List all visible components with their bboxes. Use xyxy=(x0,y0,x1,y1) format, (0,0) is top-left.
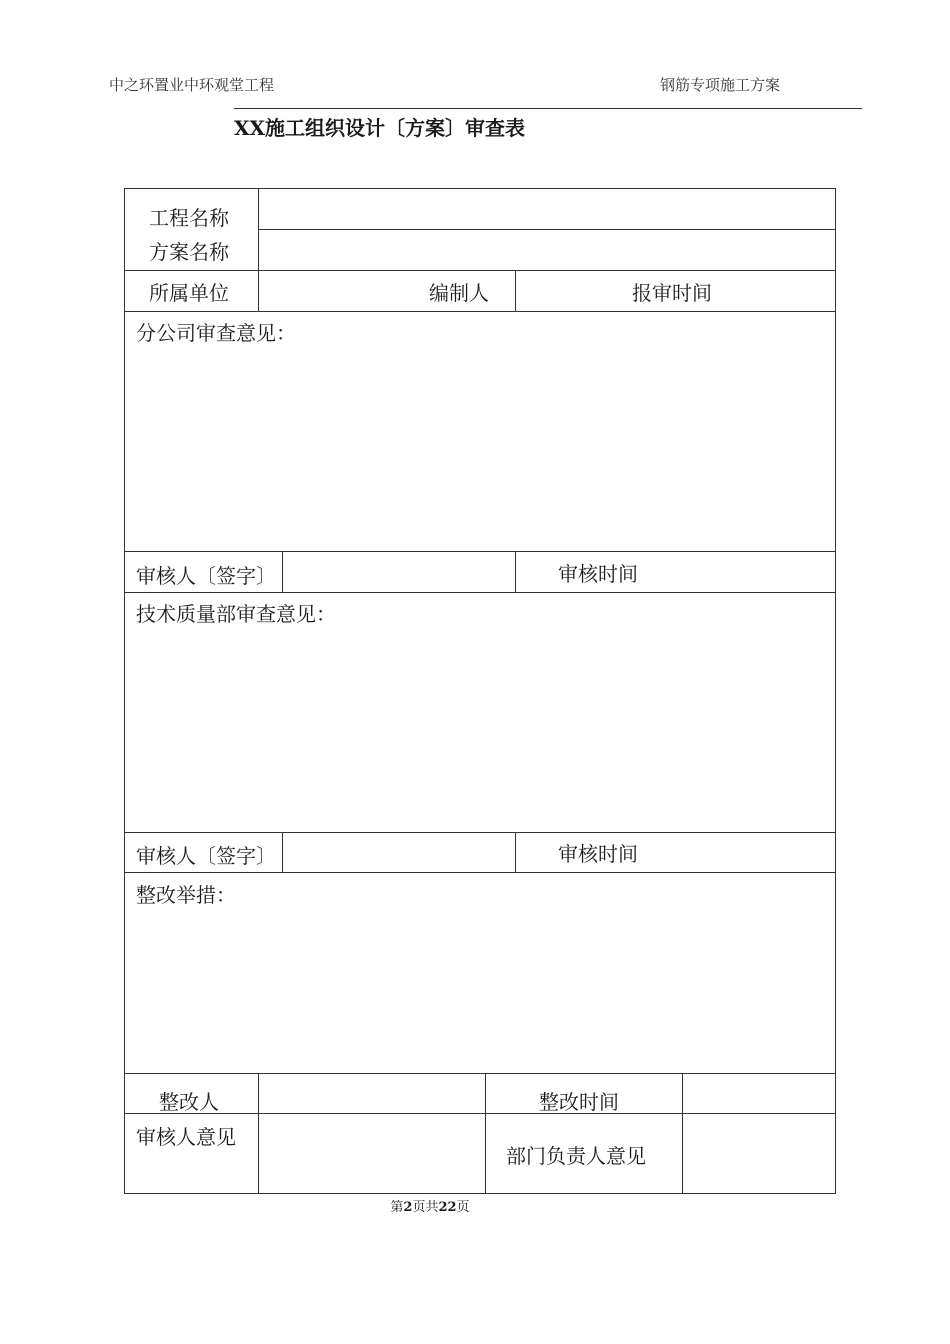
footer-page-number: 2 xyxy=(403,1200,413,1215)
reviewer-opinion-label: 审核人意见 xyxy=(136,1125,236,1149)
footer-total-pages: 22 xyxy=(438,1200,457,1215)
unit-label: 所属单位 xyxy=(149,281,229,305)
reviewer-sign-label-2: 审核人〔签字〕 xyxy=(136,844,276,868)
tech-review-label: 技术质量部审查意见： xyxy=(136,602,336,626)
compiler-label: 编制人 xyxy=(429,281,489,305)
reviewer-signature-field-2[interactable] xyxy=(283,833,515,872)
header-project-name: 中之环置业中环观堂工程 xyxy=(109,76,275,94)
tech-review-opinion-field[interactable] xyxy=(126,593,835,832)
rectifier-label: 整改人 xyxy=(159,1090,219,1114)
review-time-label: 审核时间 xyxy=(558,562,638,586)
rectify-time-label: 整改时间 xyxy=(539,1090,619,1114)
reviewer-opinion-field[interactable] xyxy=(259,1114,485,1194)
submit-time-label: 报审时间 xyxy=(632,281,712,305)
footer-suffix: 页 xyxy=(456,1200,470,1215)
column-divider xyxy=(515,552,516,592)
footer-prefix: 第 xyxy=(390,1200,404,1215)
page-footer xyxy=(0,1196,860,1215)
branch-review-opinion-field[interactable] xyxy=(126,312,835,551)
rectify-time-field[interactable] xyxy=(683,1074,835,1113)
column-divider xyxy=(515,833,516,872)
form-title: XX施工组织设计〔方案〕审查表 xyxy=(234,116,526,140)
rectifier-field[interactable] xyxy=(259,1074,485,1113)
dept-head-opinion-field[interactable] xyxy=(683,1114,835,1194)
header-document-name: 钢筋专项施工方案 xyxy=(660,76,781,94)
header-rule xyxy=(234,108,862,109)
review-form-table xyxy=(124,188,836,1194)
review-time-label-2: 审核时间 xyxy=(558,842,638,866)
column-divider xyxy=(485,1074,486,1194)
footer-middle: 页共 xyxy=(412,1200,439,1215)
plan-name-label: 方案名称 xyxy=(149,240,229,264)
reviewer-sign-label: 审核人〔签字〕 xyxy=(136,564,276,588)
reviewer-signature-field[interactable] xyxy=(283,552,515,592)
project-name-label: 工程名称 xyxy=(149,206,229,230)
project-name-field[interactable] xyxy=(259,190,835,229)
plan-name-field[interactable] xyxy=(259,230,835,270)
rectification-label: 整改举措： xyxy=(136,883,236,907)
branch-review-label: 分公司审查意见： xyxy=(136,321,296,345)
dept-head-opinion-label: 部门负责人意见 xyxy=(506,1144,646,1168)
